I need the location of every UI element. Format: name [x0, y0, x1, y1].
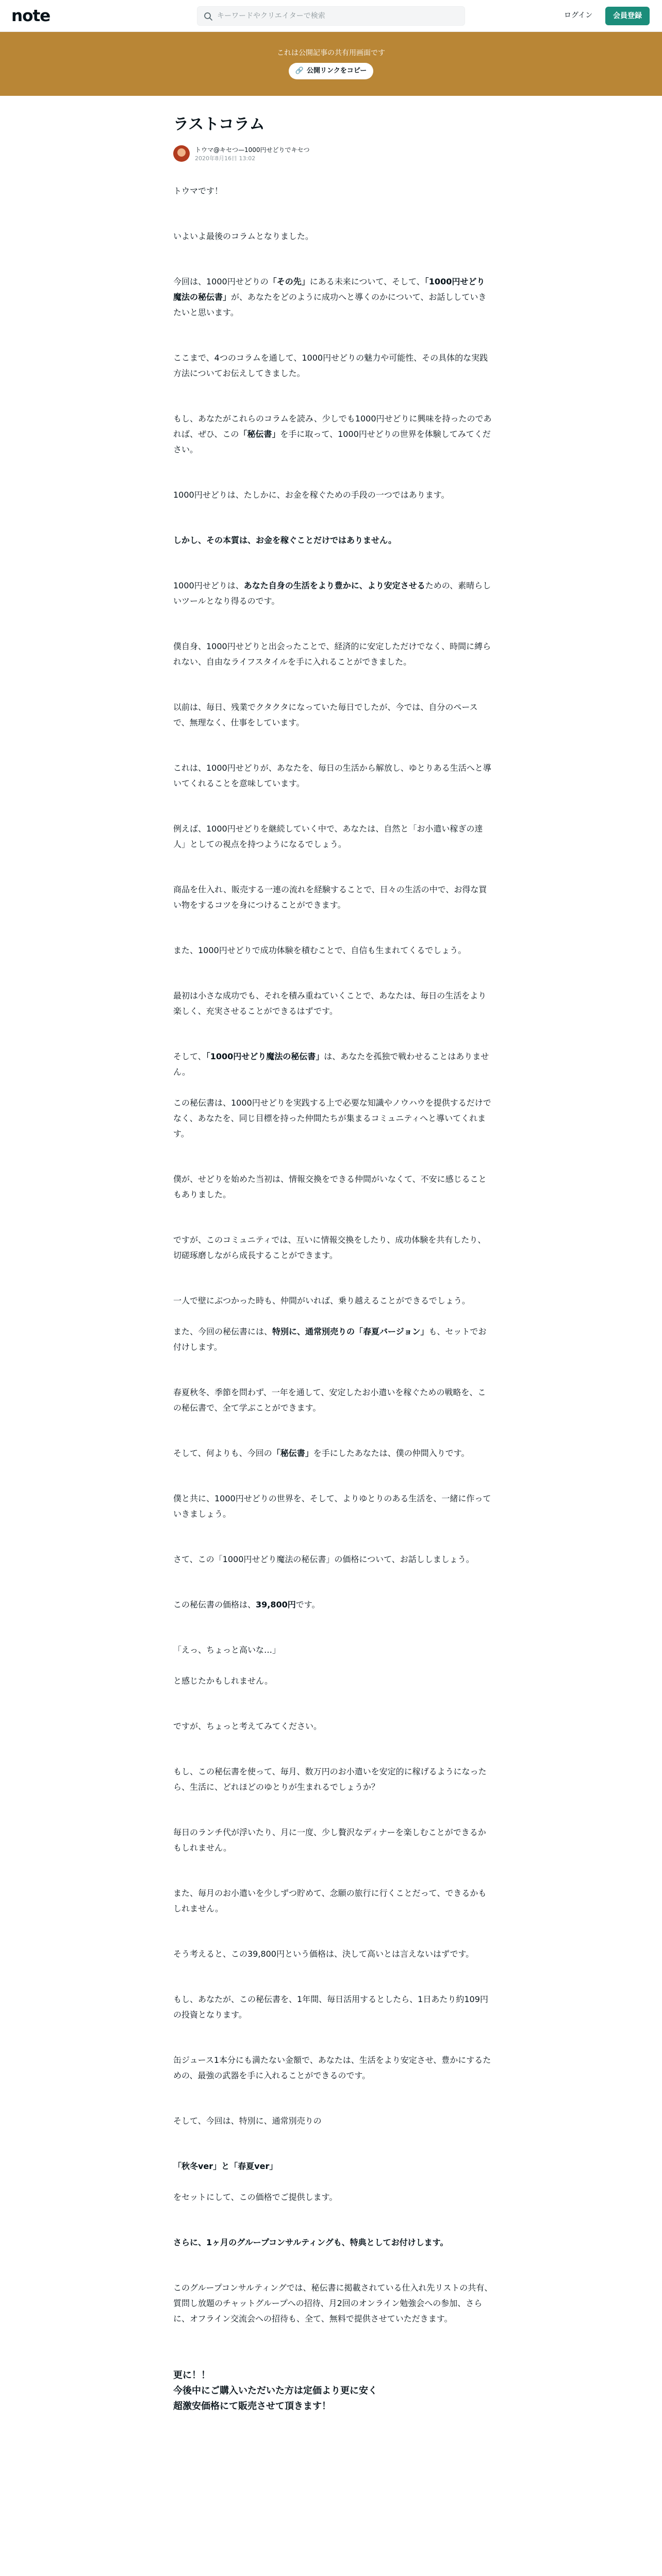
article-paragraph: をセットにして、この価格でご提供します。	[173, 2192, 338, 2202]
article-body	[173, 183, 493, 2327]
article-paragraph: これは、1000円せどりが、あなたを、毎日の生活から解放し、ゆとりある生活へと導いてくれることを意味しています。	[173, 763, 491, 788]
article-paragraph: 例えば、1000円せどりを継続していく中で、あなたは、自然と「お小遣い稼ぎの達人」としての視点を持つようになるでしょう。	[173, 824, 483, 849]
article-paragraph: この秘伝書は、1000円せどりを実践する上で必要な知識やノウハウを提供するだけでなく、あなたを、同じ目標を持った仲間たちが集まるコミュニティへと導いてくれます。	[173, 1098, 491, 1139]
article-paragraph: 毎日のランチ代が浮いたり、月に一度、少し贅沢なディナーを楽しむことができるかもしれません。	[173, 1827, 486, 1853]
article-paragraph: 商品を仕入れ、販売する一連の流れを経験することで、日々の生活の中で、お得な買い物をするコツを身につけることができます。	[173, 885, 487, 910]
article-paragraph: しかし、その本質は、お金を稼ぐことだけではありません。	[173, 535, 396, 545]
article	[173, 96, 493, 2414]
article-paragraph: 1000円せどりは、あなた自身の生活をより豊かに、より安定させるための、素晴らしいツールとなり得るのです。	[173, 581, 491, 606]
article-paragraph: 缶ジュース1本分にも満たない金額で、あなたは、生活をより安定させ、豊かにするための、最強の武器を手に入れることができるのです。	[173, 2055, 491, 2080]
article-paragraph: そして、何よりも、今回の「秘伝書」を手にしたあなたは、僕の仲間入りです。	[173, 1448, 470, 1458]
article-paragraph: 1000円せどりは、たしかに、お金を稼ぐための手段の一つではあります。	[173, 490, 450, 500]
search-input[interactable]	[217, 7, 459, 25]
article-paragraph: そして、今回は、特別に、通常別売りの	[173, 2116, 322, 2126]
article-paragraph: 以前は、毎日、残業でクタクタになっていた毎日でしたが、今では、自分のペースで、無理なく、仕事をしています。	[173, 702, 478, 727]
article-paragraph: 僕自身、1000円せどりと出会ったことで、経済的に安定しただけでなく、時間に縛られない、自由なライフスタイルを手に入れることができました。	[173, 641, 491, 667]
link-icon: 🔗	[295, 67, 304, 75]
article-paragraph: また、今回の秘伝書には、特別に、通常別売りの「春夏バージョン」も、セットでお付けします。	[173, 1327, 487, 1352]
closing-offer	[173, 2368, 493, 2414]
article-paragraph: 僕が、せどりを始めた当初は、情報交換をできる仲間がいなくて、不安に感じることもありました。	[173, 1174, 487, 1199]
article-paragraph: ここまで、4つのコラムを通して、1000円せどりの魅力や可能性、その具体的な実践方法についてお伝えしてきました。	[173, 353, 488, 378]
article-paragraph: ですが、ちょっと考えてみてください。	[173, 1721, 322, 1731]
article-paragraph: また、1000円せどりで成功体験を積むことで、自信も生まれてくるでしょう。	[173, 945, 467, 955]
article-paragraph: と感じたかもしれません。	[173, 1676, 273, 1686]
login-link[interactable]: ログイン	[564, 11, 593, 20]
article-paragraph: 「秋冬ver」と「春夏ver」	[173, 2161, 278, 2171]
article-paragraph: そう考えると、この39,800円という価格は、決して高いとは言えないはずです。	[173, 1949, 474, 1959]
top-header	[0, 0, 662, 32]
closing-line: 超激安価格にて販売させて頂きます！	[173, 2401, 331, 2412]
signup-button[interactable]: 会員登録	[605, 7, 650, 25]
share-banner	[0, 32, 662, 96]
article-paragraph: このグループコンサルティングでは、秘伝書に掲載されている仕入れ先リストの共有、質問し放題のチャットグループへの招待、月2回のオンライン勉強会への参加、さらに、オフライン交流会への招待も、全て、無料で提供させていただきます。	[173, 2283, 493, 2324]
copy-public-link-label: 公開リンクをコピー	[306, 67, 367, 75]
article-paragraph: もし、あなたがこれらのコラムを読み、少しでも1000円せどりに興味を持ったのであれば、ぜひ、この「秘伝書」を手に取って、1000円せどりの世界を体験してみてください。	[173, 414, 492, 454]
closing-line: 更に！！	[173, 2370, 210, 2381]
article-paragraph: また、毎月のお小遣いを少しずつ貯めて、念願の旅行に行くことだって、できるかもしれません。	[173, 1888, 487, 1913]
article-paragraph: もし、この秘伝書を使って、毎月、数万円のお小遣いを安定的に稼げるようになったら、生活に、どれほどのゆとりが生まれるでしょうか？	[173, 1767, 487, 1792]
article-paragraph: さて、この「1000円せどり魔法の秘伝書」の価格について、お話ししましょう。	[173, 1554, 474, 1564]
article-paragraph: 春夏秋冬、季節を問わず、一年を通して、安定したお小遣いを稼ぐための戦略を、この秘伝書で、全て学ぶことができます。	[173, 1387, 486, 1413]
share-banner-message: これは公開記事の共有用画面です	[277, 49, 385, 57]
article-paragraph: さらに、1ヶ月のグループコンサルティングも、特典としてお付けします。	[173, 2238, 449, 2247]
article-paragraph: いよいよ最後のコラムとなりました。	[173, 231, 313, 241]
article-paragraph: 今回は、1000円せどりの「その先」にある未来について、そして、「1000円せどり魔法の秘伝書」が、あなたをどのように成功へと導くのかについて、お話ししていきたいと思います。	[173, 277, 487, 317]
closing-line: 今後中にご購入いただいた方は定価より更に安く	[173, 2385, 377, 2396]
article-paragraph: この秘伝書の価格は、39,800円です。	[173, 1600, 320, 1609]
author-name[interactable]: トウマ@キセつ—1000円せどりでキセつ	[195, 146, 310, 154]
article-title: ラストコラム	[173, 115, 265, 133]
article-paragraph: 僕と共に、1000円せどりの世界を、そして、よりゆとりのある生活を、一緒に作っていきましょう。	[173, 1494, 491, 1519]
article-paragraph: 最初は小さな成功でも、それを積み重ねていくことで、あなたは、毎日の生活をより楽しく、充実させることができるはずです。	[173, 991, 487, 1016]
avatar[interactable]	[173, 145, 190, 162]
article-paragraph: 「えっ、ちょっと高いな…」	[173, 1645, 281, 1655]
article-paragraph: もし、あなたが、この秘伝書を、1年間、毎日活用するとしたら、1日あたり約109円の投資となります。	[173, 1994, 488, 2020]
article-paragraph: ですが、このコミュニティでは、互いに情報交換をしたり、成功体験を共有したり、切磋琢磨しながら成長することができます。	[173, 1235, 486, 1260]
article-paragraph: トウマです！	[173, 186, 223, 196]
author-row	[173, 144, 493, 166]
search-icon	[204, 12, 213, 21]
article-paragraph: そして、「1000円せどり魔法の秘伝書」は、あなたを孤独で戦わせることはありません。	[173, 1052, 489, 1077]
publish-date: 2020年8月16日 13:02	[195, 155, 256, 162]
article-paragraph: 一人で壁にぶつかった時も、仲間がいれば、乗り越えることができるでしょう。	[173, 1296, 470, 1306]
search-box[interactable]	[197, 6, 465, 26]
copy-public-link-button[interactable]	[289, 63, 373, 79]
note-logo[interactable]: note	[11, 7, 51, 25]
